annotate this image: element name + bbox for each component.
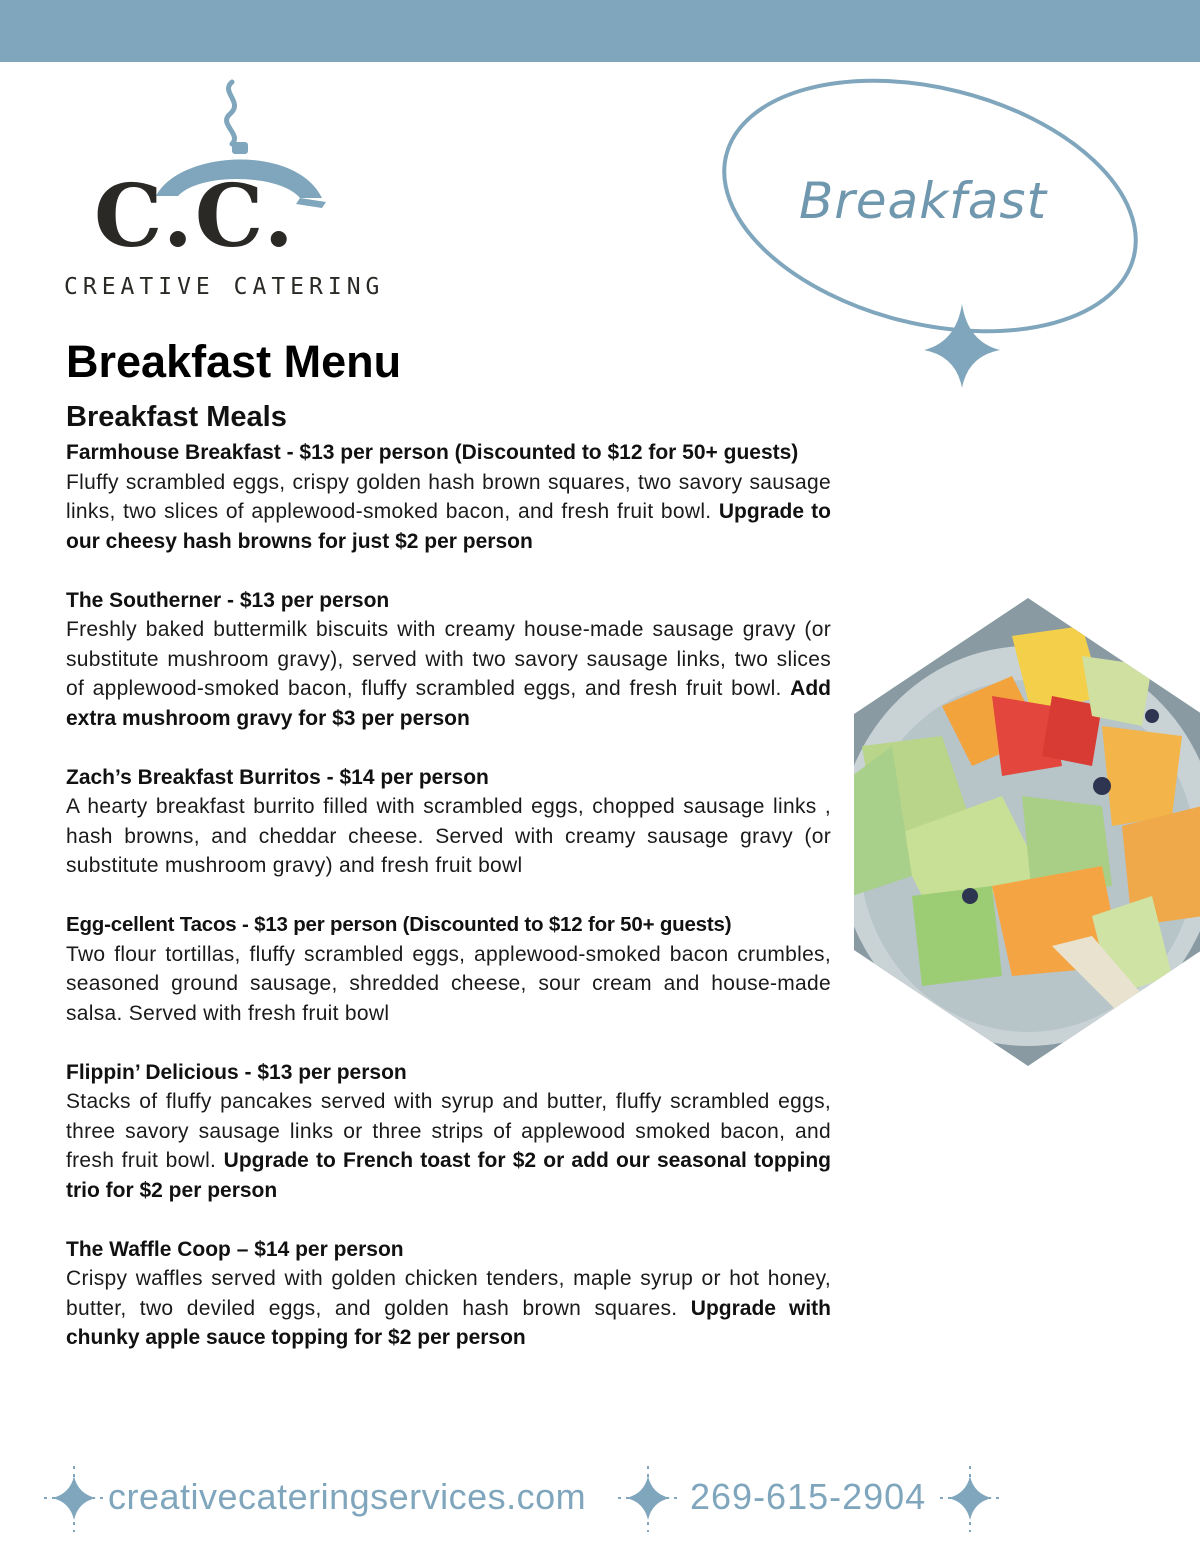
menu-item-burritos (66, 763, 831, 881)
footer (0, 1460, 1200, 1540)
page-title: Breakfast Menu (66, 336, 402, 387)
menu-item-description: Stacks of fluffy pancakes served with syrup and butter, fluffy scrambled eggs, three savory sausage links or three strips of applewood smoked bacon, and fresh fruit bowl. Upgrade to French toast for $2 or add our seasonal topping trio for $2 per person (66, 1090, 831, 1202)
menu-item-heading: Flippin’ Delicious - $13 per person (66, 1060, 407, 1084)
logo-letters: C.C. (94, 166, 296, 267)
menu-item-description: Crispy waffles served with golden chicken tenders, maple syrup or hot honey, butter, two deviled eggs, and golden hash brown squares. Upgrade with chunky apple sauce topping for $2 per person (66, 1267, 832, 1349)
menu-item-waffle-coop (66, 1235, 831, 1353)
menu-item-description: Fluffy scrambled eggs, crispy golden hash brown squares, two savory sausage links, two slices of applewood-smoked bacon, and fresh fruit bowl. Upgrade to our cheesy hash browns for just $2 per person (66, 470, 831, 553)
menu-item-heading: Egg-cellent Tacos - $13 per person (Discounted to $12 for 50+ guests) (66, 913, 732, 936)
menu-item-upgrade: Upgrade to our cheesy hash browns for just $2 per person (66, 500, 831, 553)
menu-item-heading: Zach’s Breakfast Burritos - $14 per person (66, 765, 489, 789)
menu-item-heading: The Waffle Coop – $14 per person (66, 1237, 404, 1261)
menu-item-heading: Farmhouse Breakfast - $13 per person (Discounted to $12 for 50+ guests) (66, 441, 799, 464)
menu-item-upgrade: Upgrade to French toast for $2 or add our seasonal topping trio for $2 per person (66, 1149, 831, 1202)
menu-item-southerner (66, 586, 831, 734)
menu-item-heading: The Southerner - $13 per person (66, 588, 390, 612)
menu-item-upgrade: Add extra mushroom gravy for $3 per person (66, 677, 831, 730)
section-title: Breakfast Meals (66, 401, 287, 433)
breakfast-badge-label: Breakfast (798, 172, 1048, 230)
menu-item-flippin (66, 1058, 831, 1206)
breakfast-menu (66, 334, 831, 1382)
website-link[interactable]: creativecateringservices.com (108, 1476, 587, 1517)
top-banner (0, 0, 1200, 62)
creative-catering-logo (60, 78, 385, 308)
menu-item-description: Two flour tortillas, fluffy scrambled eggs, applewood-smoked bacon crumbles, seasoned ground sausage, shredded cheese, sour cream and house-made salsa. Served with fresh fruit bowl (66, 942, 831, 1025)
menu-item-upgrade: Upgrade with chunky apple sauce topping for $2 per person (66, 1296, 832, 1349)
menu-item-description: Freshly baked buttermilk biscuits with creamy house-made sausage gravy (or substitute mushroom gravy), served with two savory sausage links, two slices of applewood-smoked bacon, fluffy scrambled eggs, and fresh fruit bowl. Add extra mushroom gravy for $3 per person (66, 618, 831, 730)
phone-number[interactable]: 269-615-2904 (690, 1476, 927, 1517)
menu-item-tacos (66, 910, 831, 1028)
menu-item-farmhouse (66, 438, 831, 556)
menu-item-description: A hearty breakfast burrito filled with scrambled eggs, chopped sausage links , hash browns, and cheddar cheese. Served with creamy sausage gravy (or substitute mushroom gravy) and fresh fruit bowl (66, 795, 831, 877)
logo-subtitle: CREATIVE CATERING (64, 274, 385, 300)
fruit-bowl-photo (852, 596, 1200, 1068)
